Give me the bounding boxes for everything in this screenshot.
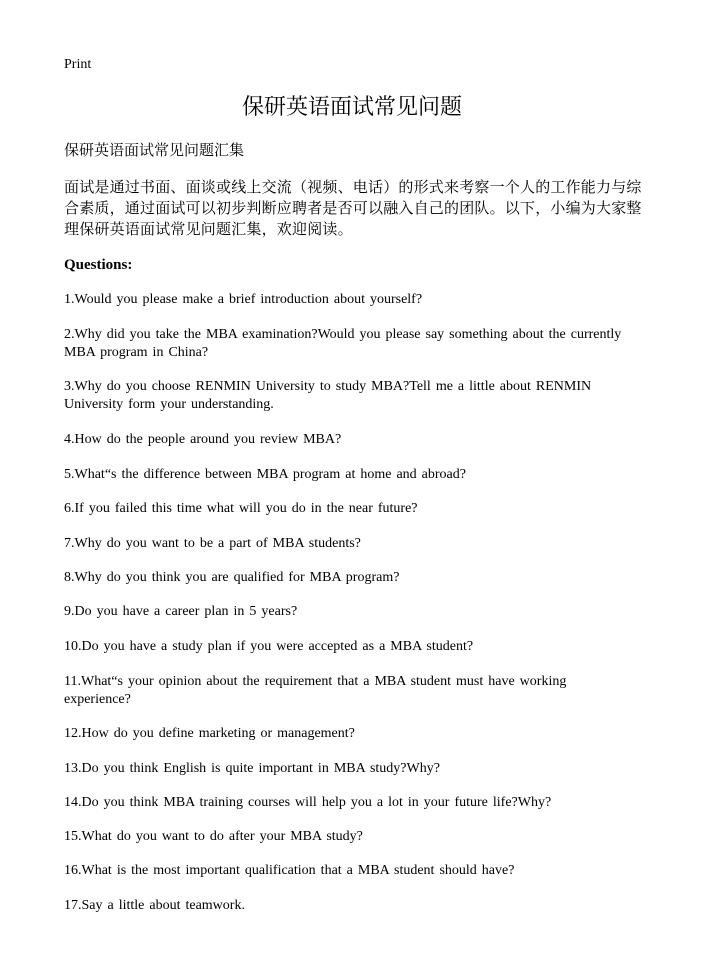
question-item: 8.Why do you think you are qualified for MBA program? xyxy=(64,570,400,585)
question-item: 2.Why did you take the MBA examination?Would you please say something about the currently MBA program in China? xyxy=(64,327,622,360)
document-subtitle: 保研英语面试常见问题汇集 xyxy=(64,141,245,159)
question-item: 5.What“s the difference between MBA program at home and abroad? xyxy=(64,467,466,482)
question-item: 4.How do the people around you review MBA? xyxy=(64,432,342,447)
question-item: 15.What do you want to do after your MBA study? xyxy=(64,829,363,844)
question-item: 3.Why do you choose RENMIN University to study MBA?Tell me a little about RENMIN University form your understanding. xyxy=(64,379,592,412)
question-item: 17.Say a little about teamwork. xyxy=(64,898,245,913)
questions-heading: Questions: xyxy=(64,257,133,273)
question-item: 9.Do you have a career plan in 5 years? xyxy=(64,604,298,619)
question-item: 10.Do you have a study plan if you were accepted as a MBA student? xyxy=(64,639,474,654)
question-item: 1.Would you please make a brief introduction about yourself? xyxy=(64,292,423,307)
print-link[interactable]: Print xyxy=(64,57,92,72)
question-item: 16.What is the most important qualification that a MBA student should have? xyxy=(64,863,515,878)
question-item: 7.Why do you want to be a part of MBA students? xyxy=(64,536,361,551)
page-title: 保研英语面试常见问题 xyxy=(241,95,462,120)
question-item: 6.If you failed this time what will you do in the near future? xyxy=(64,501,418,516)
question-item: 13.Do you think English is quite important in MBA study?Why? xyxy=(64,761,440,776)
question-item: 14.Do you think MBA training courses will help you a lot in your future life?Why? xyxy=(64,795,552,810)
intro-paragraph: 面试是通过书面、面谈或线上交流（视频、电话）的形式来考察一个人的工作能力与综合素质，通过面试可以初步判断应聘者是否可以融入自己的团队。以下，小编为大家整理保研英语面试常见问题汇集，欢迎阅读。 xyxy=(64,178,642,238)
question-item: 12.How do you define marketing or management? xyxy=(64,726,355,741)
question-item: 11.What“s your opinion about the requirement that a MBA student must have working experience? xyxy=(64,674,567,707)
